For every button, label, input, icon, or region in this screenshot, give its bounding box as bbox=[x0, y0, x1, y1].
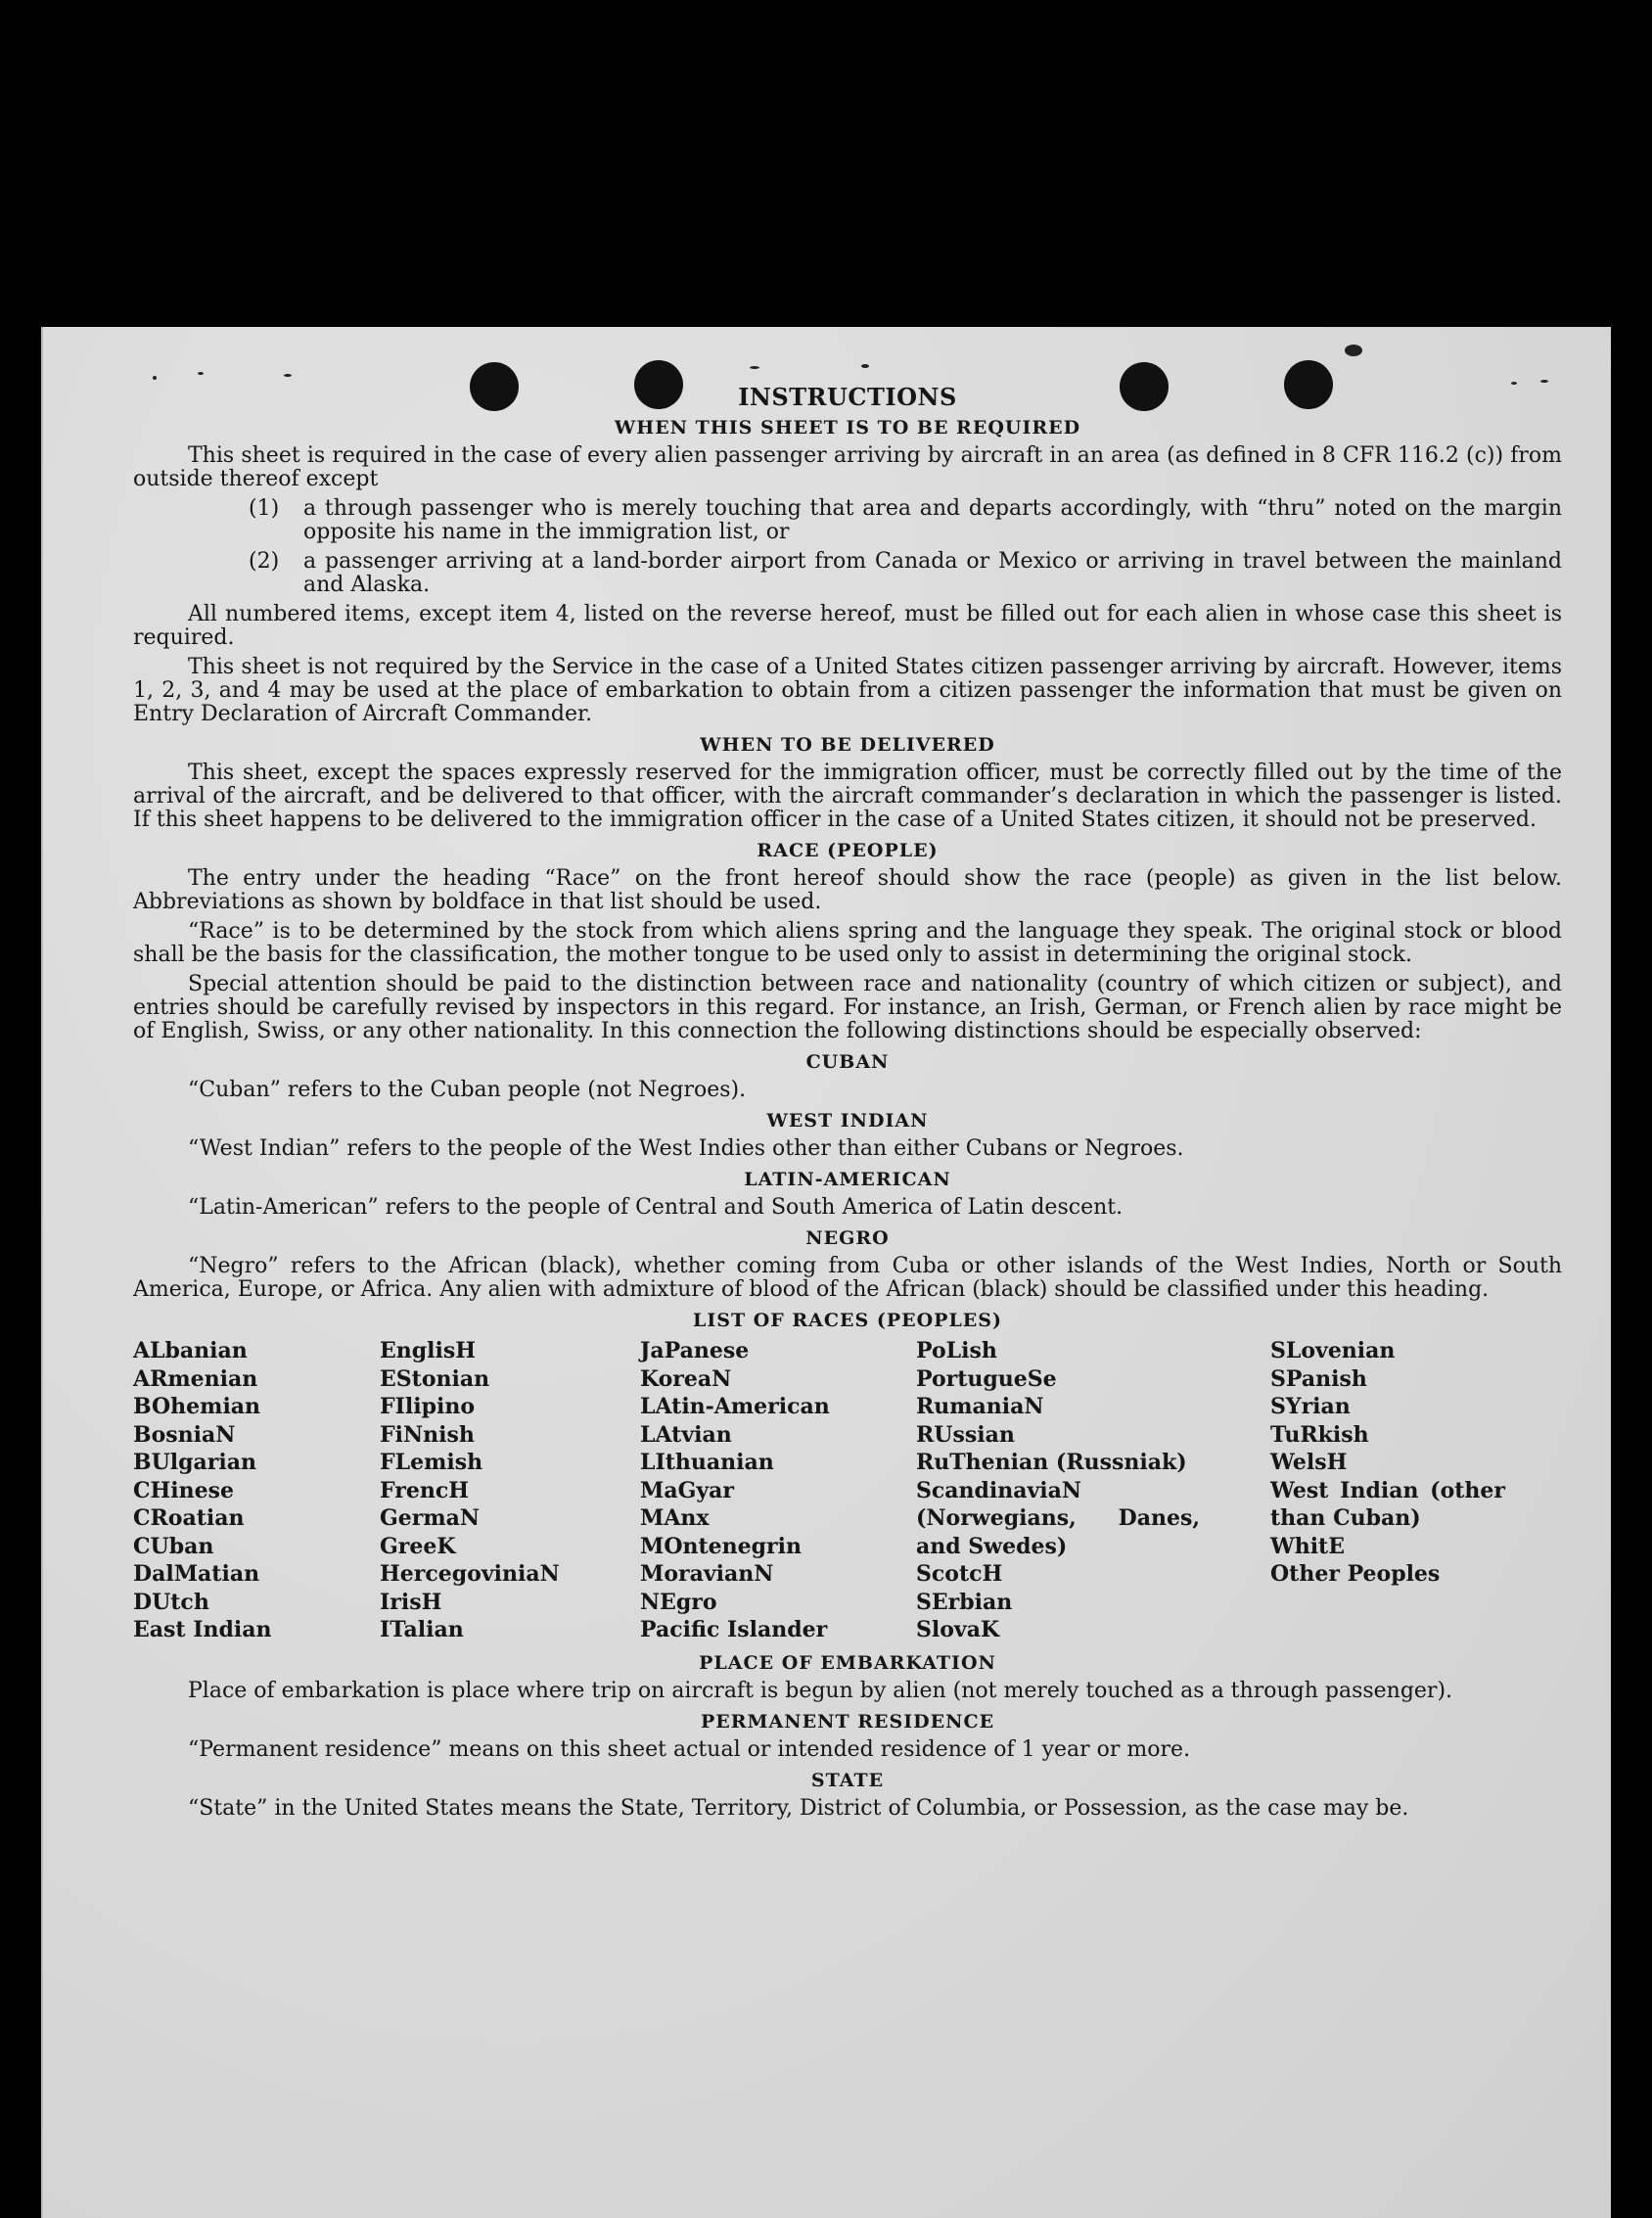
race-entry: MOntenegrin bbox=[640, 1533, 802, 1559]
race-entry: FLemish bbox=[380, 1450, 483, 1475]
exception-item bbox=[249, 497, 1562, 544]
item-text: a passenger arriving at a land-border airport from Canada or Mexico or arriving in travel between the mainland and Alaska. bbox=[303, 549, 1562, 597]
race-entry: BOhemian bbox=[133, 1394, 261, 1419]
race-entry: MAnx bbox=[640, 1505, 710, 1531]
page-title: INSTRUCTIONS bbox=[738, 383, 957, 411]
race-entry: TuRkish bbox=[1270, 1421, 1369, 1448]
race-entry: DUtch bbox=[133, 1589, 209, 1615]
race-entry: EStonian bbox=[380, 1365, 490, 1392]
required-para-3: This sheet is not required by the Service in the case of a United States citizen passenger arriving by aircraft. However, items 1, 2, 3, and 4 may be used at the place of embarkation to obtain from a citizen passenger the information that must be given on Entry Declaration of Aircraft Commander. bbox=[133, 655, 1562, 726]
race-entry: RumaniaN bbox=[916, 1394, 1044, 1419]
section-heading-negro: NEGRO bbox=[805, 1227, 890, 1249]
race-column bbox=[640, 1337, 916, 1644]
race-entry: LAtin-American bbox=[640, 1394, 830, 1419]
race-entry: ARmenian bbox=[133, 1365, 258, 1392]
race-para-3: Special attention should be paid to the distinction between race and nationality (country of which citizen or subject), and entries should be carefully revised by inspectors in this regard. For instance, an Irish, German, or French alien by race might be of English, Swiss, or any other nationality. In this connection the following distinctions should be especially observed: bbox=[133, 972, 1562, 1043]
document-sheet bbox=[41, 327, 1611, 2218]
required-para-2: All numbered items, except item 4, listed on the reverse hereof, must be filled out for each alien in whose case this sheet is required. bbox=[133, 602, 1562, 650]
item-number: (1) bbox=[249, 496, 280, 521]
west-indian-definition: “West Indian” refers to the people of the West Indies other than either Cubans or Negroes. bbox=[188, 1136, 1184, 1161]
race-entry: SPanish bbox=[1270, 1365, 1367, 1392]
race-entry: SlovaK bbox=[916, 1617, 1000, 1642]
state-text: “State” in the United States means the State, Territory, District of Columbia, or Possession, as the case may be. bbox=[188, 1795, 1409, 1821]
race-entry: PoLish bbox=[916, 1338, 997, 1363]
race-entry: West Indian (other than Cuban) bbox=[1270, 1477, 1505, 1531]
race-entry: GreeK bbox=[380, 1533, 456, 1559]
race-entry: CHinese bbox=[133, 1477, 235, 1503]
latin-american-definition: “Latin-American” refers to the people of Central and South America of Latin descent. bbox=[188, 1195, 1124, 1220]
race-entry: East Indian bbox=[133, 1617, 272, 1642]
race-entry: HercegoviniaN bbox=[380, 1561, 560, 1587]
race-entry: ScotcH bbox=[916, 1561, 1003, 1587]
race-entry: CUban bbox=[133, 1533, 214, 1559]
race-entry: PortugueSe bbox=[916, 1365, 1057, 1392]
race-entry: SYrian bbox=[1270, 1394, 1351, 1419]
race-entry: DalMatian bbox=[133, 1561, 260, 1587]
race-entry: BosniaN bbox=[133, 1421, 236, 1448]
race-entry: FIlipino bbox=[380, 1394, 476, 1419]
race-entry: KoreaN bbox=[640, 1365, 732, 1392]
section-heading-cuban: CUBAN bbox=[805, 1051, 890, 1073]
list-of-races-heading: LIST OF RACES (PEOPLES) bbox=[693, 1310, 1002, 1331]
race-entry: SErbian bbox=[916, 1589, 1013, 1615]
section-heading-race: RACE (PEOPLE) bbox=[757, 840, 939, 861]
cuban-definition: “Cuban” refers to the Cuban people (not Negroes). bbox=[188, 1078, 747, 1102]
section-heading-embarkation: PLACE OF EMBARKATION bbox=[699, 1651, 996, 1674]
race-entry: WelsH bbox=[1270, 1450, 1348, 1475]
race-column bbox=[916, 1337, 1270, 1644]
race-entry: Other Peoples bbox=[1270, 1561, 1441, 1587]
item-number: (2) bbox=[249, 549, 280, 574]
race-entry: FrencH bbox=[380, 1477, 469, 1503]
delivered-text: This sheet, except the spaces expressly reserved for the immigration officer, must be correctly filled out by the time of the arrival of the aircraft, and be delivered to that officer, with the aircraft commander’s declaration in which the passenger is listed. If this sheet happens to be delivered to the immigration officer in the case of a United States citizen, it should not be preserved. bbox=[133, 761, 1562, 832]
race-entry: ALbanian bbox=[133, 1338, 248, 1363]
section-heading-residence: PERMANENT RESIDENCE bbox=[700, 1710, 995, 1733]
race-column bbox=[133, 1337, 380, 1644]
section-heading-state: STATE bbox=[810, 1769, 885, 1791]
section-heading-west-indian: WEST INDIAN bbox=[766, 1110, 929, 1132]
item-text: a through passenger who is merely touching that area and departs accordingly, with “thru” noted on the margin opposite his name in the immigration list, or bbox=[303, 496, 1562, 544]
race-entry: BUlgarian bbox=[133, 1450, 256, 1475]
race-entry: LAtvian bbox=[640, 1421, 732, 1448]
race-entry: Pacific Islander bbox=[640, 1617, 828, 1642]
residence-text: “Permanent residence” means on this sheet actual or intended residence of 1 year or more. bbox=[188, 1736, 1191, 1762]
race-entry: CRoatian bbox=[133, 1505, 245, 1531]
race-entry: IrisH bbox=[380, 1589, 442, 1615]
race-entry: WhitE bbox=[1270, 1533, 1345, 1559]
instructions-content bbox=[133, 383, 1562, 1826]
required-intro: This sheet is required in the case of every alien passenger arriving by aircraft in an area (as defined in 8 CFR 116.2 (c)) from outside thereof except bbox=[133, 443, 1562, 491]
race-list bbox=[133, 1337, 1562, 1644]
race-entry: MoravianN bbox=[640, 1561, 774, 1587]
race-para-1: The entry under the heading “Race” on the front hereof should show the race (people) as given in the list below. Abbreviations as shown by boldface in that list should be used. bbox=[133, 866, 1562, 914]
section-heading-delivered: WHEN TO BE DELIVERED bbox=[700, 734, 995, 756]
exception-item bbox=[249, 550, 1562, 597]
race-column bbox=[380, 1337, 640, 1644]
race-entry: EnglisH bbox=[380, 1338, 477, 1363]
race-entry: LIthuanian bbox=[640, 1450, 774, 1475]
section-heading-latin-american: LATIN-AMERICAN bbox=[744, 1169, 951, 1190]
race-entry: SLovenian bbox=[1270, 1338, 1396, 1363]
race-entry: FiNnish bbox=[380, 1421, 475, 1448]
race-entry: JaPanese bbox=[640, 1338, 750, 1363]
race-entry: ITalian bbox=[380, 1617, 464, 1642]
race-column bbox=[1270, 1337, 1505, 1644]
race-entry: GermaN bbox=[380, 1505, 481, 1531]
section-heading-required: WHEN THIS SHEET IS TO BE REQUIRED bbox=[614, 417, 1081, 439]
race-entry: RuThenian (Russniak) bbox=[916, 1450, 1187, 1475]
race-entry: MaGyar bbox=[640, 1477, 735, 1503]
negro-definition: “Negro” refers to the African (black), whether coming from Cuba or other islands of the West Indies, North or South America, Europe, or Africa. Any alien with admixture of blood of the African (black) should be classified under this heading. bbox=[133, 1254, 1562, 1302]
race-entry: NEgro bbox=[640, 1589, 717, 1615]
race-entry: ScandinaviaN (Norwegians, Danes, and Swedes) bbox=[916, 1477, 1200, 1559]
embarkation-text: Place of embarkation is place where trip on aircraft is begun by alien (not merely touched as a through passenger). bbox=[188, 1678, 1453, 1703]
race-para-2: “Race” is to be determined by the stock from which aliens spring and the language they speak. The original stock or blood shall be the basis for the classification, the mother tongue to be used only to assist in determining the original stock. bbox=[133, 919, 1562, 967]
race-entry: RUssian bbox=[916, 1421, 1015, 1448]
